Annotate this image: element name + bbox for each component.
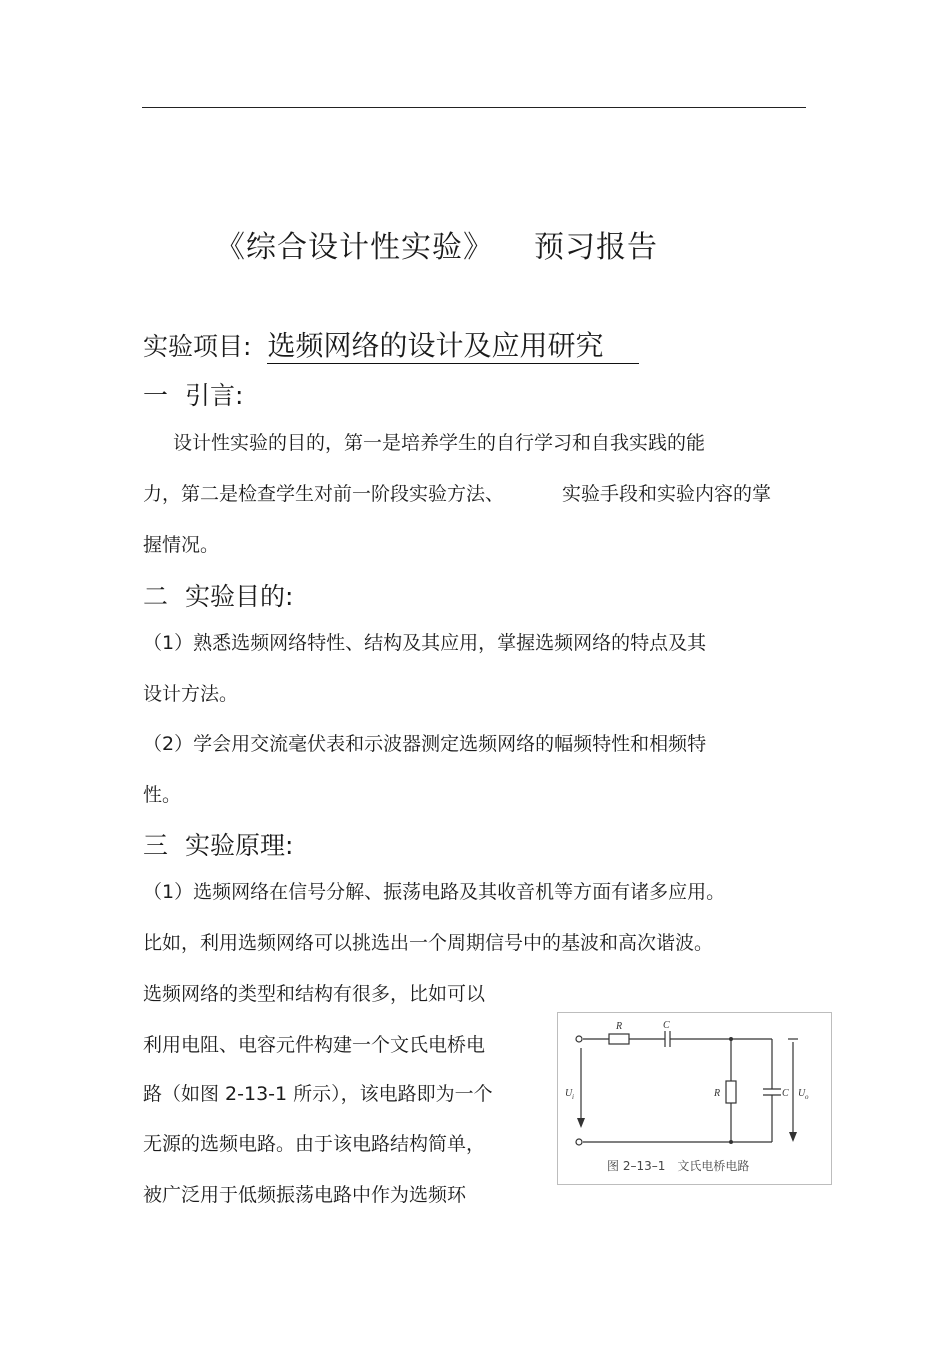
principle-line-7: 被广泛用于低频振荡电路中作为选频环 xyxy=(143,1184,467,1206)
label-shunt-r: R xyxy=(714,1088,721,1099)
input-terminal-top xyxy=(576,1036,582,1042)
goal-line-2: 设计方法。 xyxy=(143,683,239,705)
section-title: 实验原理: xyxy=(185,831,294,860)
label-uo-sub: o xyxy=(805,1093,809,1101)
label-ui: U xyxy=(565,1088,573,1099)
principle-line-1: （1）选频网络在信号分解、振荡电路及其收音机等方面有诸多应用。 xyxy=(143,881,726,903)
goal-line-3: （2）学会用交流毫伏表和示波器测定选频网络的幅频特性和相频特 xyxy=(143,733,707,755)
project-label: 实验项目: xyxy=(143,332,252,361)
section-heading-goals xyxy=(143,577,293,613)
principle-line-2: 比如，利用选频网络可以挑选出一个周期信号中的基波和高次谐波。 xyxy=(143,932,714,954)
shunt-resistor xyxy=(726,1081,736,1103)
principle-line-5: 路（如图 2-13-1 所示），该电路即为一个 xyxy=(143,1083,493,1105)
intro-line-3: 握情况。 xyxy=(143,534,220,556)
section-heading-intro xyxy=(143,376,243,412)
input-arrowhead xyxy=(577,1118,585,1128)
junction-bottom xyxy=(729,1140,733,1144)
intro-line-1: 设计性实验的目的，第一是培养学生的自行学习和自我实践的能 xyxy=(173,432,706,454)
section-number: 三 xyxy=(143,831,169,860)
label-ui-sub: i xyxy=(572,1093,574,1101)
principle-line-4: 利用电阻、电容元件构建一个文氏电桥电 xyxy=(143,1034,486,1056)
section-number: 一 xyxy=(143,381,169,410)
section-title: 引言: xyxy=(185,381,244,410)
input-terminal-bottom xyxy=(576,1139,582,1145)
section-heading-principle xyxy=(143,826,293,862)
output-arrowhead xyxy=(789,1132,797,1142)
goal-line-1: （1）熟悉选频网络特性、结构及其应用，掌握选频网络的特点及其 xyxy=(143,632,707,654)
title-type: 预习报告 xyxy=(534,230,658,265)
intro-line-2b: 实验手段和实验内容的掌 xyxy=(562,483,772,505)
label-series-c: C xyxy=(663,1020,670,1031)
figure-caption: 图 2–13–1 文氏电桥电路 xyxy=(607,1159,750,1173)
project-line xyxy=(143,327,639,364)
principle-line-3: 选频网络的类型和结构有很多，比如可以 xyxy=(143,983,486,1005)
label-uo: U xyxy=(798,1088,806,1099)
project-value: 选频网络的设计及应用研究 xyxy=(267,329,639,364)
section-title: 实验目的: xyxy=(185,582,294,611)
principle-line-6: 无源的选频电路。由于该电路结构简单， xyxy=(143,1133,486,1155)
label-shunt-c: C xyxy=(782,1088,789,1099)
wien-bridge-figure xyxy=(557,1012,832,1185)
wien-bridge-circuit-diagram xyxy=(557,1012,832,1185)
series-resistor xyxy=(609,1034,629,1044)
intro-line-2a: 力，第二是检查学生对前一阶段实验方法、 xyxy=(143,483,505,505)
junction-top xyxy=(729,1037,733,1041)
label-series-r: R xyxy=(616,1021,623,1032)
goal-line-4: 性。 xyxy=(143,784,182,806)
title-course: 《综合设计性实验》 xyxy=(215,230,494,265)
report-title xyxy=(215,222,658,266)
header-rule xyxy=(142,107,806,108)
section-number: 二 xyxy=(143,582,169,611)
